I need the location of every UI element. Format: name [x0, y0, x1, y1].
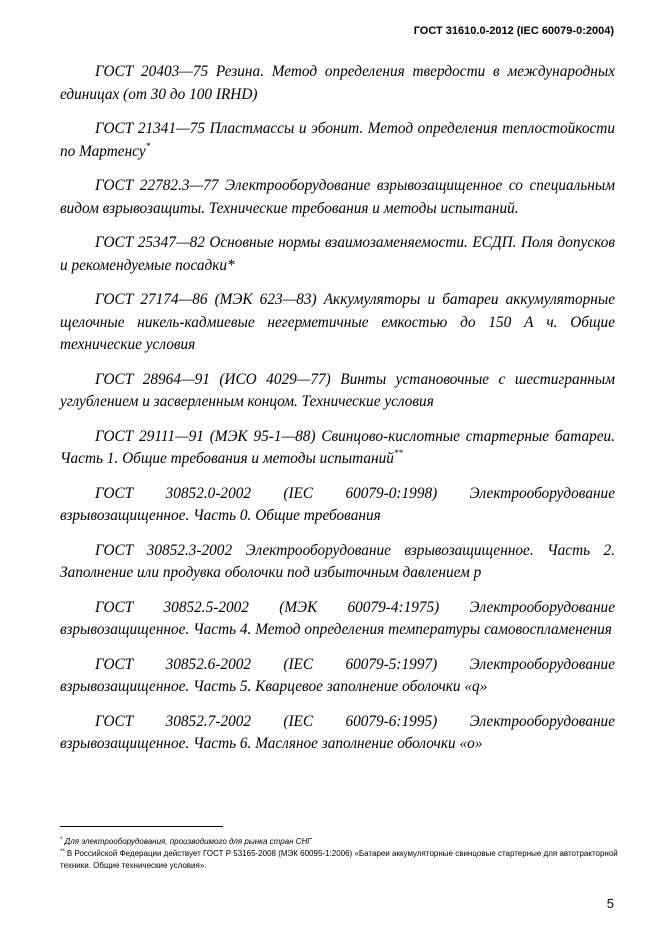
reference-text: ГОСТ 30852.3-2002 Электрооборудование взрывозащищенное. Часть 2. Заполнение или продувка оболочки под избыточным давлением р	[60, 541, 615, 581]
reference-text: ГОСТ 27174—86 (МЭК 623—83) Аккумуляторы и батареи аккумуляторные щелочные никель-кадмиевые негерметичные емкостью до 150 А ч. Общие технические условия	[60, 291, 615, 353]
footnote-mark: **	[60, 849, 65, 855]
standard-reference	[60, 426, 615, 471]
footnote-marker: *	[145, 140, 151, 151]
reference-text: ГОСТ 25347—82 Основные нормы взаимозаменяемости. ЕСДП. Поля допусков и рекомендуемые посадки*	[60, 234, 615, 274]
standards-list	[60, 61, 615, 768]
reference-text: ГОСТ 30852.7-2002 (IEC 60079-6:1995) Электрооборудование взрывозащищенное. Часть 6. Масляное заполнение оболочки «о»	[60, 712, 615, 752]
footnote	[60, 836, 620, 848]
standard-reference	[60, 711, 615, 756]
standard-reference	[60, 597, 615, 642]
standard-reference	[60, 289, 615, 357]
reference-text: ГОСТ 30852.0-2002 (IEC 60079-0:1998) Электрооборудование взрывозащищенное. Часть 0. Общие требования	[60, 484, 615, 524]
standard-reference	[60, 369, 615, 414]
page-number: 5	[606, 896, 614, 911]
standard-reference	[60, 118, 615, 163]
document-header: ГОСТ 31610.0-2012 (IEC 60079-0:2004)	[413, 25, 614, 37]
standard-reference	[60, 540, 615, 585]
standard-reference	[60, 61, 615, 106]
footnote-divider	[60, 826, 223, 827]
reference-text: ГОСТ 22782.3—77 Электрооборудование взрывозащищенное со специальным видом взрывозащиты. Технические требования и методы испытаний.	[60, 177, 615, 217]
reference-text: ГОСТ 29111—91 (МЭК 95-1—88) Свинцово-кислотные стартерные батареи. Часть 1. Общие требования и методы испытаний	[60, 427, 615, 467]
standard-reference	[60, 232, 615, 277]
standard-reference	[60, 654, 615, 699]
footnote-marker: **	[393, 448, 403, 458]
reference-text: ГОСТ 21341—75 Пластмассы и эбонит. Метод определения теплостойкости по Мартенсу	[60, 120, 615, 160]
reference-text: ГОСТ 28964—91 (ИСО 4029—77) Винты установочные с шестигранным углублением и засверленным концом. Технические условия	[60, 370, 615, 410]
standard-reference	[60, 483, 615, 528]
footnote-mark: *	[60, 837, 63, 843]
reference-text: ГОСТ 30852.6-2002 (IEC 60079-5:1997) Электрооборудование взрывозащищенное. Часть 5. Кварцевое заполнение оболочки «q»	[60, 655, 615, 695]
footnote-text: Для электрооборудования, производимого для рынка стран СНГ	[64, 837, 312, 846]
standard-reference	[60, 175, 615, 220]
footnote-text: В Российской Федерации действует ГОСТ Р 53165-2008 (МЭК 60095-1:2006) «Батареи аккумуляторные свинцовые стартерные для автотракторной техники. Общие технические условия».	[60, 849, 618, 870]
footnotes	[60, 836, 620, 872]
reference-text: ГОСТ 30852.5-2002 (МЭК 60079-4:1975) Электрооборудование взрывозащищенное. Часть 4. Метод определения температуры самовоспламенения	[60, 598, 615, 638]
reference-text: ГОСТ 20403—75 Резина. Метод определения твердости в международных единицах (от 30 до 100 IRHD)	[60, 63, 615, 103]
footnote	[60, 848, 620, 872]
